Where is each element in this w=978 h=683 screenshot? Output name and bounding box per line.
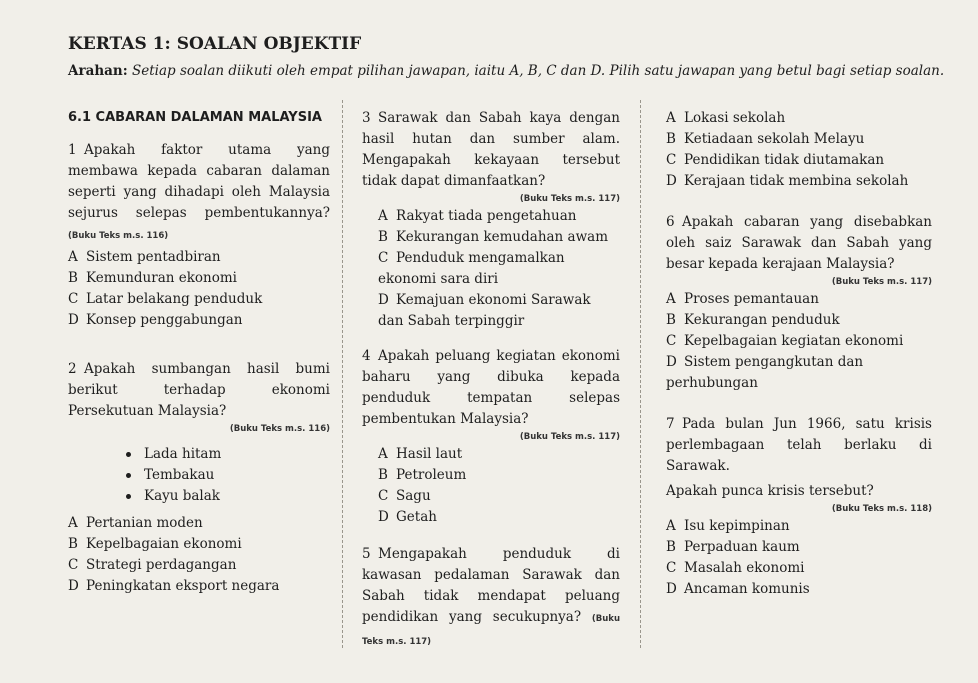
question-5-options [666,108,932,192]
answer-option[interactable] [68,268,330,289]
answer-option[interactable] [68,289,330,310]
question-number: 4 [362,348,371,364]
textbook-reference: (Buku Teks m.s. 117) [519,432,620,442]
answer-option[interactable] [666,289,932,310]
question-number: 2 [68,361,77,377]
option-text: Proses pemantauan [684,291,819,307]
option-letter: B [68,270,78,286]
answer-option[interactable] [68,534,330,555]
option-text: Masalah ekonomi [684,560,805,576]
textbook-reference: (Buku Teks m.s. 118) [831,504,932,514]
option-text: Kekurangan penduduk [684,312,840,328]
question-text: Sarawak dan Sabah kaya dengan hasil hutan dan sumber alam. Mengapakah kekayaan tersebut tidak dapat dimanfaatkan? [362,110,620,189]
answer-option[interactable] [68,513,330,534]
answer-option[interactable] [362,206,620,227]
column-2 [362,108,620,653]
answer-option[interactable] [666,171,932,192]
column-1 [68,108,330,597]
question-stem [68,140,330,247]
option-letter: B [666,539,676,555]
stimulus-item: Lada hitam [126,444,330,465]
answer-option[interactable] [666,352,932,394]
question-prompt [666,481,932,516]
question-stem [362,108,620,206]
option-letter: D [378,292,389,308]
answer-option[interactable] [362,290,620,332]
question-stem [68,359,330,436]
answer-option[interactable] [666,108,932,129]
option-text: Getah [396,509,437,525]
answer-option[interactable] [362,465,620,486]
answer-option[interactable] [362,486,620,507]
answer-option[interactable] [362,248,620,290]
option-text: Hasil laut [396,446,463,462]
instructions [68,60,948,82]
option-text: Kepelbagaian ekonomi [86,536,242,552]
answer-option[interactable] [666,129,932,150]
question-1 [68,140,330,331]
option-letter: C [666,560,677,576]
answer-option[interactable] [362,507,620,528]
answer-option[interactable] [666,331,932,352]
option-letter: A [378,208,388,224]
question-7 [666,414,932,600]
option-letter: A [378,446,388,462]
question-6 [666,212,932,394]
option-text: Peningkatan eksport negara [86,578,280,594]
question-stem [666,212,932,289]
question-2 [68,359,330,597]
answer-option[interactable] [666,537,932,558]
option-letter: D [666,354,677,370]
textbook-reference: (Buku Teks m.s. 116) [68,231,169,241]
option-letter: A [666,518,676,534]
answer-option[interactable] [68,576,330,597]
question-number: 7 [666,416,675,432]
option-text: Strategi perdagangan [86,557,237,573]
answer-option[interactable] [666,150,932,171]
option-text: Perpaduan kaum [684,539,800,555]
option-text: Pertanian moden [86,515,203,531]
textbook-reference: (Buku Teks m.s. 117) [831,277,932,287]
option-text: Konsep penggabungan [86,312,243,328]
answer-option[interactable] [666,516,932,537]
question-stem [362,544,620,653]
option-letter: D [666,173,677,189]
option-text: Sagu [396,488,431,504]
question-3 [362,108,620,332]
answer-option[interactable] [68,555,330,576]
page-title: KERTAS 1: SOALAN OBJEKTIF [68,34,362,54]
question-number: 1 [68,142,77,158]
answer-option[interactable] [666,310,932,331]
answer-option[interactable] [68,247,330,268]
question-number: 3 [362,110,371,126]
question-text: Apakah punca krisis tersebut? [666,483,874,499]
option-text: Petroleum [396,467,467,483]
option-letter: B [68,536,78,552]
option-letter: C [378,488,389,504]
textbook-reference: (Buku Teks m.s. 117) [519,194,620,204]
option-letter: C [68,557,79,573]
question-number: 5 [362,546,371,562]
answer-option[interactable] [666,558,932,579]
option-letter: B [666,312,676,328]
column-3 [666,108,932,600]
textbook-reference: (Buku Teks m.s. 117) [362,614,620,647]
option-letter: B [378,229,388,245]
option-letter: B [666,131,676,147]
instruction-label: Arahan: [68,63,128,79]
option-letter: D [68,312,79,328]
option-letter: D [378,509,389,525]
option-text: Pendidikan tidak diutamakan [684,152,885,168]
answer-option[interactable] [362,227,620,248]
stimulus-list [68,444,330,507]
section-heading: 6.1 CABARAN DALAMAN MALAYSIA [68,110,322,125]
question-text: Apakah peluang kegiatan ekonomi baharu yang dibuka kepada penduduk tempatan selepas pembentukan Malaysia? [362,348,620,427]
option-text: Latar belakang penduduk [86,291,263,307]
question-text: Mengapakah penduduk di kawasan pedalaman Sarawak dan Sabah tidak mendapat peluang pendidikan yang secukupnya? [362,546,620,625]
question-text: Pada bulan Jun 1966, satu krisis perlembagaan telah berlaku di Sarawak. [666,416,932,474]
option-letter: B [378,467,388,483]
question-4 [362,346,620,528]
option-letter: D [68,578,79,594]
option-letter: D [666,581,677,597]
question-text: Apakah sumbangan hasil bumi berikut terhadap ekonomi Persekutuan Malaysia? [68,361,330,419]
option-text: Penduduk mengamalkan ekonomi sara diri [378,250,565,287]
option-text: Kemunduran ekonomi [86,270,237,286]
answer-option[interactable] [362,444,620,465]
option-text: Sistem pengangkutan dan perhubungan [666,354,864,391]
answer-option[interactable] [68,310,330,331]
option-text: Kekurangan kemudahan awam [396,229,608,245]
option-letter: C [68,291,79,307]
option-letter: A [68,249,78,265]
answer-option[interactable] [666,579,932,600]
option-letter: C [378,250,389,266]
option-text: Rakyat tiada pengetahuan [396,208,577,224]
option-text: Ketiadaan sekolah Melayu [684,131,865,147]
option-text: Isu kepimpinan [684,518,790,534]
stimulus-item: Kayu balak [126,486,330,507]
option-text: Kerajaan tidak membina sekolah [684,173,909,189]
instruction-text: Setiap soalan diikuti oleh empat pilihan jawapan, iaitu A, B, C dan D. Pilih satu jawapan yang betul bagi setiap soalan. [132,63,945,79]
question-text: Apakah cabaran yang disebabkan oleh saiz Sarawak dan Sabah yang besar kepada kerajaan Malaysia? [666,214,932,272]
option-letter: A [666,110,676,126]
option-letter: A [68,515,78,531]
stimulus-item: Tembakau [126,465,330,486]
question-number: 6 [666,214,675,230]
option-letter: C [666,152,677,168]
option-text: Ancaman komunis [684,581,810,597]
option-text: Lokasi sekolah [684,110,786,126]
option-letter: A [666,291,676,307]
question-5 [362,544,620,653]
textbook-reference: (Buku Teks m.s. 116) [229,424,330,434]
column-divider [640,100,642,648]
column-divider [342,100,344,648]
option-letter: C [666,333,677,349]
option-text: Sistem pentadbiran [86,249,221,265]
option-text: Kemajuan ekonomi Sarawak dan Sabah terpinggir [378,292,591,329]
question-text: Apakah faktor utama yang membawa kepada cabaran dalaman seperti yang dihadapi oleh Malaysia sejurus selepas pembentukannya? [68,142,330,221]
question-stem [666,414,932,477]
question-stem [362,346,620,444]
option-text: Kepelbagaian kegiatan ekonomi [684,333,904,349]
